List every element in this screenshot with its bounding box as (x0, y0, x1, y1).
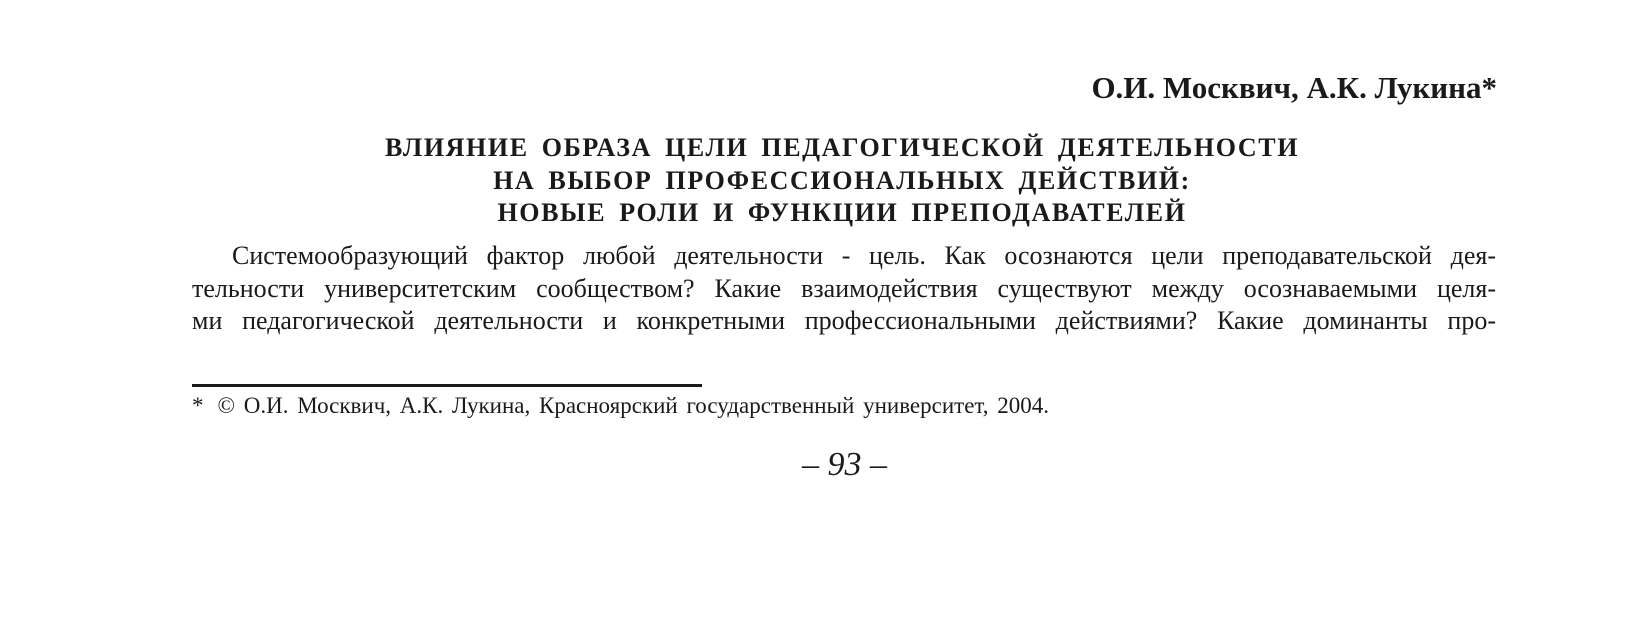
page-number: – 93 – (802, 446, 887, 483)
footnote-text: © О.И. Москвич, А.К. Лукина, Красноярский государственный университет, 2004. (217, 393, 1049, 418)
footnote-marker: * (192, 393, 204, 418)
article-authors: О.И. Москвич, А.К. Лукина* (1091, 70, 1497, 105)
article-body (192, 240, 1496, 338)
body-line-2: тельности университетским сообществом? Какие взаимодействия существуют между осознаваемыми целя- (192, 273, 1496, 303)
body-line-1: Системообразующий фактор любой деятельности - цель. Как осознаются цели преподавательской дея- (232, 241, 1496, 270)
body-line-3: ми педагогической деятельности и конкретными профессиональными действиями? Какие доминанты про- (192, 306, 1496, 335)
title-line-3: НОВЫЕ РОЛИ И ФУНКЦИИ ПРЕПОДАВАТЕЛЕЙ (497, 198, 1187, 227)
title-line-1: ВЛИЯНИЕ ОБРАЗА ЦЕЛИ ПЕДАГОГИЧЕСКОЙ ДЕЯТЕЛЬНОСТИ (384, 133, 1300, 162)
article-title (192, 132, 1492, 230)
title-line-2: НА ВЫБОР ПРОФЕССИОНАЛЬНЫХ ДЕЙСТВИЙ: (493, 165, 1191, 195)
footnote-divider (192, 384, 702, 387)
footnote (192, 391, 1049, 421)
